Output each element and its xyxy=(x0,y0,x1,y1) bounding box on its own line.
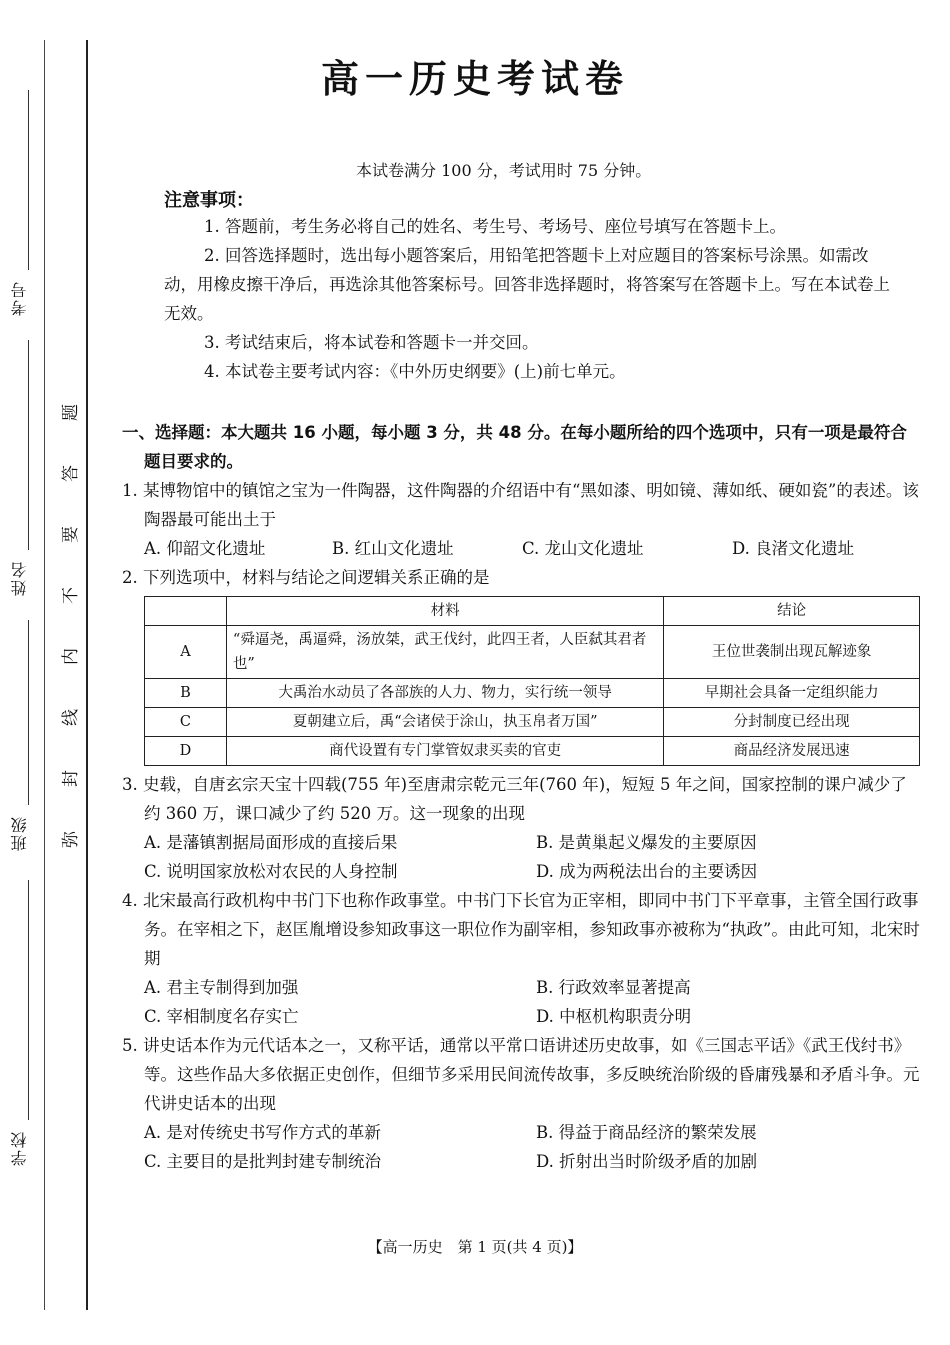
option: B. 是黄巢起义爆发的主要原因 xyxy=(536,833,757,852)
table-cell: 夏朝建立后，禹“会诸侯于涂山，执玉帛者万国” xyxy=(226,708,663,737)
seal-char: 线 xyxy=(60,709,81,726)
notice-item: 3. 考试结束后，将本试卷和答题卡一并交回。 xyxy=(204,333,539,352)
page-footer: 【高一历史 第 1 页(共 4 页)】 xyxy=(367,1238,583,1256)
notice-item: 2. 回答选择题时，选出每小题答案后，用铅笔把答题卡上对应题目的答案标号涂黑。如需改动，用橡皮擦干净后，再选涂其他答案标号。回答非选择题时，将答案写在答题卡上。写在本试卷上无效。 xyxy=(164,246,890,323)
seal-char: 内 xyxy=(60,648,81,665)
class-label: 班级 xyxy=(10,815,29,851)
notice-item: 1. 答题前，考生务必将自己的姓名、考生号、考场号、座位号填写在答题卡上。 xyxy=(204,217,786,236)
table-header-row xyxy=(145,597,920,626)
seal-char: 不 xyxy=(60,587,81,604)
table-cell: B xyxy=(145,679,227,708)
table-cell: C xyxy=(145,708,227,737)
option: D. 折射出当时阶级矛盾的加剧 xyxy=(536,1152,758,1171)
option: A. 是藩镇割据局面形成的直接后果 xyxy=(144,833,398,852)
name-blank xyxy=(28,340,29,550)
school-label: 学校 xyxy=(10,1130,29,1166)
option: C. 说明国家放松对农民的人身控制 xyxy=(144,862,398,881)
question-section xyxy=(122,418,922,1176)
question-2-table xyxy=(144,596,920,766)
option: A. 君主专制得到加强 xyxy=(144,978,299,997)
option: B. 得益于商品经济的繁荣发展 xyxy=(536,1123,757,1142)
notice-list xyxy=(164,212,894,386)
question-1-stem: 1. 某博物馆中的镇馆之宝为一件陶器，这件陶器的介绍语中有“黑如漆、明如镜、薄如纸、硬如瓷”的表述。该陶器最可能出土于 xyxy=(122,481,919,529)
option: C. 龙山文化遗址 xyxy=(522,539,644,558)
question-5-options xyxy=(122,1118,922,1176)
name-label: 姓名 xyxy=(10,560,29,596)
option: A. 是对传统史书写作方式的革新 xyxy=(144,1123,381,1142)
option: D. 中枢机构职责分明 xyxy=(536,1007,692,1026)
table-row xyxy=(145,679,920,708)
table-cell: A xyxy=(145,626,227,679)
option: B. 红山文化遗址 xyxy=(332,539,454,558)
exam-no-label: 考号 xyxy=(10,280,29,316)
section-heading: 一、选择题：本大题共 16 小题，每小题 3 分，共 48 分。在每小题所给的四个选项中，只有一项是最符合题目要求的。 xyxy=(122,423,907,471)
table-header-cell: 材料 xyxy=(226,597,663,626)
table-row xyxy=(145,708,920,737)
table-cell: 早期社会具备一定组织能力 xyxy=(664,679,920,708)
binding-outer-line xyxy=(44,40,45,1310)
page-title: 高一历史考试卷 xyxy=(320,57,629,101)
question-1-options xyxy=(122,534,922,563)
seal-char: 答 xyxy=(60,465,81,482)
seal-line-notice xyxy=(56,400,80,852)
exam-no-blank xyxy=(28,90,29,270)
question-2-stem: 2. 下列选项中，材料与结论之间逻辑关系正确的是 xyxy=(122,568,490,587)
table-row xyxy=(145,626,920,679)
table-cell: 大禹治水动员了各部族的人力、物力，实行统一领导 xyxy=(226,679,663,708)
table-cell: 分封制度已经出现 xyxy=(664,708,920,737)
table-cell: “舜逼尧，禹逼舜，汤放桀，武王伐纣，此四王者，人臣弑其君者也” xyxy=(226,626,663,679)
table-header-cell xyxy=(145,597,227,626)
option: D. 良渚文化遗址 xyxy=(732,539,855,558)
question-3-options xyxy=(122,828,922,886)
seal-char: 要 xyxy=(60,526,81,543)
question-5-stem: 5. 讲史话本作为元代话本之一，又称平话，通常以平常口语讲述历史故事，如《三国志平话》《武王伐纣书》等。这些作品大多依据正史创作，但细节多采用民间流传故事，多反映统治阶级的昏庸残暴和矛盾斗争。元代讲史话本的出现 xyxy=(122,1036,920,1113)
seal-char: 封 xyxy=(60,770,81,787)
seal-char: 弥 xyxy=(60,831,81,848)
seal-char: 题 xyxy=(60,404,81,421)
school-blank xyxy=(28,880,29,1120)
table-row xyxy=(145,737,920,766)
option: C. 宰相制度名存实亡 xyxy=(144,1007,299,1026)
table-cell: 商代设置有专门掌管奴隶买卖的官吏 xyxy=(226,737,663,766)
option: B. 行政效率显著提高 xyxy=(536,978,691,997)
exam-info: 本试卷满分 100 分，考试用时 75 分钟。 xyxy=(356,161,652,180)
table-cell: 商品经济发展迅速 xyxy=(664,737,920,766)
option: D. 成为两税法出台的主要诱因 xyxy=(536,862,758,881)
notice-item: 4. 本试卷主要考试内容：《中外历史纲要》(上)前七单元。 xyxy=(204,362,626,381)
question-4-options xyxy=(122,973,922,1031)
question-3-stem: 3. 史载，自唐玄宗天宝十四载(755 年)至唐肃宗乾元三年(760 年)，短短 5 年之间，国家控制的课户减少了约 360 万，课口减少了约 520 万。这一现象的出现 xyxy=(122,775,907,823)
table-header-cell: 结论 xyxy=(664,597,920,626)
option: C. 主要目的是批判封建专制统治 xyxy=(144,1152,382,1171)
class-blank xyxy=(28,620,29,805)
table-cell: D xyxy=(145,737,227,766)
question-4-stem: 4. 北宋最高行政机构中书门下也称作政事堂。中书门下长官为正宰相，即同中书门下平章事，主管全国行政事务。在宰相之下，赵匡胤增设参知政事这一职位作为副宰相，参知政事亦被称为“执政”。由此可知，北宋时期 xyxy=(122,891,920,968)
option: A. 仰韶文化遗址 xyxy=(144,539,266,558)
binding-line xyxy=(86,40,88,1310)
notice-heading: 注意事项： xyxy=(164,190,254,211)
table-cell: 王位世袭制出现瓦解迹象 xyxy=(664,626,920,679)
